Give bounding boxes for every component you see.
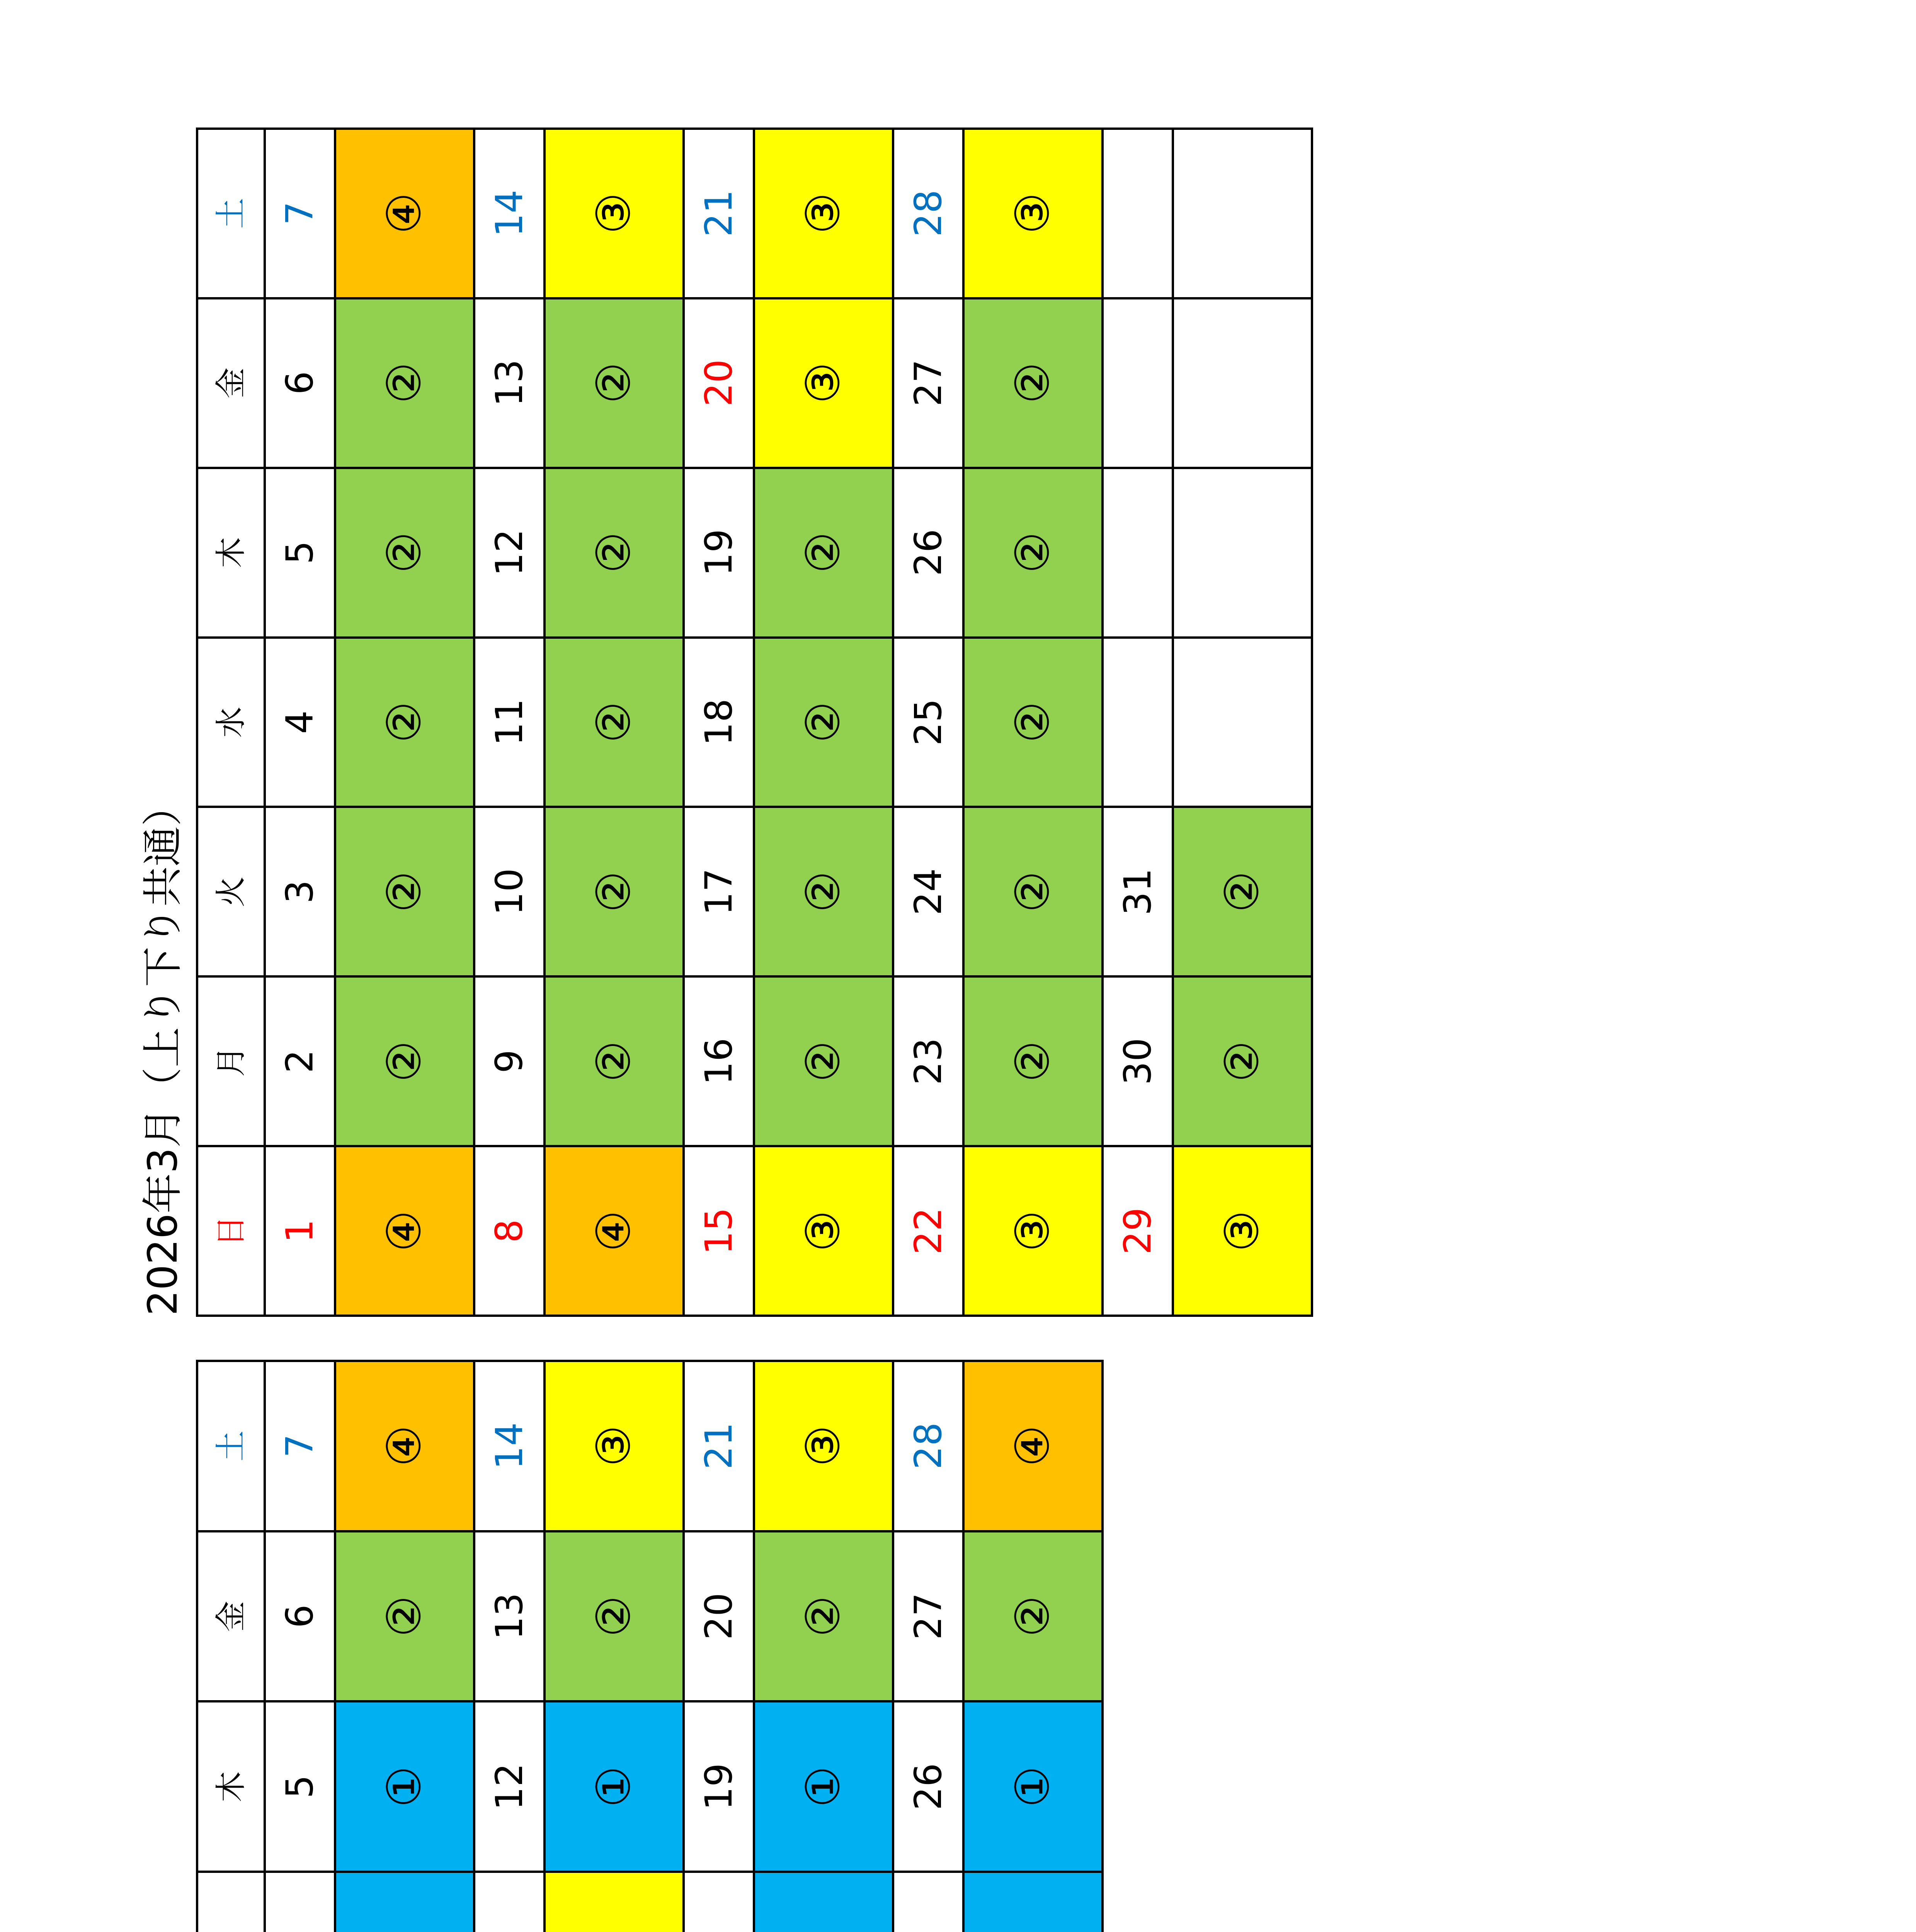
date-cell: [265, 468, 335, 638]
date-number: 17: [697, 868, 740, 915]
weekday-label: 金: [213, 1601, 249, 1632]
date-number: 13: [488, 359, 531, 407]
category-mark: ①: [587, 1765, 641, 1808]
date-cell: [474, 1531, 545, 1702]
grid-line: [682, 1360, 685, 1932]
category-mark: ④: [377, 1425, 431, 1467]
category-cell: [754, 1146, 893, 1316]
category-cell: [545, 976, 684, 1146]
category-mark: ②: [587, 1040, 641, 1082]
weekday-label: 日: [213, 1215, 249, 1247]
category-mark: ③: [587, 1425, 641, 1467]
category-mark: ②: [587, 532, 641, 573]
date-number: 10: [488, 868, 531, 915]
date-cell: [893, 807, 963, 976]
date-number: 7: [278, 1434, 322, 1458]
category-mark: ③: [796, 1425, 850, 1467]
category-mark: ②: [1006, 362, 1060, 404]
weekday-header: [197, 298, 265, 468]
weekday-header: [197, 468, 265, 638]
date-cell: [474, 807, 545, 976]
category-mark: ②: [1006, 871, 1060, 913]
date-number: 30: [1116, 1037, 1159, 1085]
category-mark: ②: [377, 532, 431, 573]
category-cell: [754, 1701, 893, 1872]
category-mark: ②: [377, 1595, 431, 1637]
weekday-label: 土: [213, 1430, 249, 1462]
grid-line: [196, 128, 198, 1317]
date-cell: [684, 976, 754, 1146]
category-cell: [963, 1701, 1103, 1872]
grid-line: [473, 1360, 475, 1932]
category-cell: [545, 1872, 684, 1932]
category-cell: [754, 468, 893, 638]
date-number: 6: [278, 371, 322, 395]
date-number: 29: [1116, 1207, 1159, 1255]
date-cell: [265, 1701, 335, 1872]
grid-line: [264, 128, 266, 1317]
category-mark: ②: [1006, 532, 1060, 573]
category-cell: [545, 1146, 684, 1316]
category-cell: [754, 807, 893, 976]
date-cell: [474, 129, 545, 298]
category-cell: [335, 1146, 474, 1316]
category-mark: ③: [587, 192, 641, 235]
grid-line: [1172, 128, 1174, 1317]
category-cell: [1173, 638, 1312, 807]
category-mark: ②: [377, 701, 431, 743]
date-cell: [893, 1361, 963, 1531]
grid-line: [196, 1530, 1104, 1532]
category-cell: [335, 468, 474, 638]
date-number: 21: [697, 1422, 740, 1470]
date-cell: [893, 638, 963, 807]
weekday-label: 火: [213, 876, 249, 907]
category-mark: ④: [377, 1210, 431, 1252]
weekday-label: 月: [213, 1046, 249, 1077]
date-number: 9: [487, 1049, 531, 1073]
category-mark: ③: [1006, 1210, 1060, 1252]
category-cell: [545, 1701, 684, 1872]
grid-line: [543, 1360, 546, 1932]
date-cell: [684, 468, 754, 638]
weekday-label: 金: [213, 367, 249, 399]
category-mark: ①: [1006, 1765, 1060, 1808]
calendar-title: 2026年3月（上り下り共通）: [139, 786, 186, 1316]
date-cell: [265, 1146, 335, 1316]
date-cell: [684, 1531, 754, 1702]
category-mark: ②: [796, 701, 850, 743]
date-cell: [1103, 807, 1173, 976]
date-cell: [474, 1701, 545, 1872]
date-number: 12: [488, 529, 531, 577]
date-cell: [684, 129, 754, 298]
date-number: 26: [907, 1763, 950, 1810]
date-cell: [684, 638, 754, 807]
date-cell: [265, 638, 335, 807]
date-cell: [1103, 468, 1173, 638]
date-cell: [684, 807, 754, 976]
grid-line: [196, 1700, 1104, 1702]
category-cell: [545, 1361, 684, 1531]
category-cell: [335, 976, 474, 1146]
date-number: 18: [697, 698, 740, 746]
grid-line: [753, 1360, 755, 1932]
date-cell: [1103, 1146, 1173, 1316]
category-mark: ②: [1006, 701, 1060, 743]
category-cell: [754, 1361, 893, 1531]
date-cell: [893, 1701, 963, 1872]
category-mark: ②: [796, 532, 850, 573]
date-number: 15: [697, 1207, 740, 1255]
category-cell: [335, 298, 474, 468]
date-number: 23: [907, 1037, 950, 1085]
date-number: 21: [697, 190, 740, 237]
category-cell: [545, 638, 684, 807]
date-number: 22: [907, 1207, 950, 1255]
date-cell: [265, 807, 335, 976]
date-number: 13: [488, 1592, 531, 1640]
category-cell: [963, 976, 1103, 1146]
category-cell: [963, 1531, 1103, 1702]
category-mark: ②: [587, 871, 641, 913]
date-number: 26: [907, 529, 950, 577]
grid-line: [196, 1360, 198, 1932]
grid-line: [1101, 1360, 1104, 1932]
date-number: 31: [1116, 868, 1159, 915]
category-mark: ②: [1215, 871, 1269, 913]
category-cell: [754, 1872, 893, 1932]
category-cell: [963, 1361, 1103, 1531]
date-number: 6: [278, 1604, 322, 1628]
category-mark: ②: [587, 362, 641, 404]
date-number: 20: [697, 1592, 740, 1640]
date-cell: [474, 468, 545, 638]
date-cell: [474, 638, 545, 807]
category-cell: [963, 638, 1103, 807]
category-cell: [335, 807, 474, 976]
date-cell: [893, 468, 963, 638]
grid-line: [1311, 128, 1313, 1317]
category-mark: ④: [377, 192, 431, 235]
grid-line: [264, 1360, 266, 1932]
date-number: 19: [697, 529, 740, 577]
grid-line: [892, 128, 894, 1317]
category-mark: ③: [1215, 1210, 1269, 1252]
category-cell: [963, 807, 1103, 976]
category-cell: [545, 468, 684, 638]
category-cell: [754, 638, 893, 807]
date-number: 12: [488, 1763, 531, 1810]
grid-line: [753, 128, 755, 1317]
date-number: 28: [907, 1422, 950, 1470]
category-mark: ③: [1006, 192, 1060, 235]
category-cell: [1173, 298, 1312, 468]
date-cell: [265, 1872, 335, 1932]
weekday-header: [197, 129, 265, 298]
grid-line: [1101, 128, 1104, 1317]
grid-line: [196, 1871, 1104, 1873]
date-cell: [893, 129, 963, 298]
date-cell: [474, 1872, 545, 1932]
category-cell: [545, 129, 684, 298]
date-cell: [1103, 298, 1173, 468]
date-cell: [684, 1361, 754, 1531]
grid-line: [334, 128, 336, 1317]
date-cell: [893, 976, 963, 1146]
category-mark: ④: [587, 1210, 641, 1252]
category-cell: [754, 1531, 893, 1702]
category-cell: [963, 1872, 1103, 1932]
category-cell: [1173, 468, 1312, 638]
grid-line: [473, 128, 475, 1317]
date-cell: [265, 1531, 335, 1702]
weekday-header: [197, 1531, 265, 1702]
weekday-header: [197, 638, 265, 807]
date-cell: [684, 1701, 754, 1872]
date-cell: [684, 1872, 754, 1932]
category-mark: ②: [587, 1595, 641, 1637]
date-cell: [1103, 976, 1173, 1146]
category-cell: [963, 298, 1103, 468]
category-cell: [1173, 129, 1312, 298]
category-mark: ②: [1006, 1595, 1060, 1637]
grid-line: [962, 128, 965, 1317]
category-cell: [335, 638, 474, 807]
weekday-label: 木: [213, 1771, 249, 1802]
category-cell: [335, 1872, 474, 1932]
category-cell: [963, 1146, 1103, 1316]
category-mark: ④: [1006, 1425, 1060, 1467]
grid-line: [892, 1360, 894, 1932]
grid-line: [196, 1360, 1104, 1362]
category-mark: ②: [796, 1040, 850, 1082]
category-cell: [335, 1361, 474, 1531]
date-number: 7: [278, 201, 322, 225]
weekday-header: [197, 1701, 265, 1872]
category-cell: [963, 468, 1103, 638]
grid-line: [682, 128, 685, 1317]
date-cell: [893, 298, 963, 468]
weekday-header: [197, 1361, 265, 1531]
date-cell: [265, 1361, 335, 1531]
category-mark: ②: [587, 701, 641, 743]
category-mark: ②: [796, 1595, 850, 1637]
date-cell: [684, 1146, 754, 1316]
grid-line: [962, 1360, 965, 1932]
date-number: 11: [488, 698, 531, 746]
date-number: 14: [488, 1422, 531, 1470]
category-cell: [1173, 1146, 1312, 1316]
date-number: 8: [487, 1219, 531, 1243]
category-cell: [754, 298, 893, 468]
date-number: 2: [278, 1049, 322, 1073]
category-cell: [545, 1531, 684, 1702]
date-number: 27: [907, 359, 950, 407]
date-number: 3: [278, 880, 322, 904]
date-number: 27: [907, 1592, 950, 1640]
category-cell: [754, 129, 893, 298]
date-number: 24: [907, 868, 950, 915]
date-number: 5: [278, 1775, 322, 1799]
date-cell: [474, 1146, 545, 1316]
date-number: 19: [697, 1763, 740, 1810]
weekday-label: 土: [213, 198, 249, 229]
grid-line: [543, 128, 546, 1317]
weekday-label: 水: [213, 706, 249, 738]
category-mark: ③: [796, 192, 850, 235]
category-cell: [335, 1531, 474, 1702]
date-number: 20: [697, 359, 740, 407]
grid-line: [334, 1360, 336, 1932]
date-number: 25: [907, 698, 950, 746]
date-number: 14: [488, 190, 531, 237]
category-mark: ③: [796, 1210, 850, 1252]
category-cell: [1173, 807, 1312, 976]
category-cell: [335, 129, 474, 298]
date-cell: [265, 129, 335, 298]
category-mark: ①: [377, 1765, 431, 1808]
weekday-label: 木: [213, 537, 249, 568]
date-cell: [1103, 638, 1173, 807]
category-mark: ②: [377, 871, 431, 913]
category-cell: [545, 807, 684, 976]
date-cell: [474, 1361, 545, 1531]
date-number: 1: [278, 1219, 322, 1243]
date-cell: [684, 298, 754, 468]
date-cell: [265, 976, 335, 1146]
weekday-header: [197, 976, 265, 1146]
category-cell: [1173, 976, 1312, 1146]
date-number: 4: [278, 710, 322, 734]
category-mark: ③: [796, 362, 850, 404]
category-mark: ②: [796, 871, 850, 913]
weekday-header: [197, 1146, 265, 1316]
category-cell: [754, 976, 893, 1146]
date-number: 28: [907, 190, 950, 237]
date-cell: [893, 1872, 963, 1932]
category-cell: [545, 298, 684, 468]
date-cell: [474, 976, 545, 1146]
date-cell: [1103, 129, 1173, 298]
weekday-header: [197, 807, 265, 976]
category-mark: ②: [377, 1040, 431, 1082]
category-mark: ②: [1006, 1040, 1060, 1082]
date-cell: [474, 298, 545, 468]
category-mark: ①: [796, 1765, 850, 1808]
date-cell: [893, 1146, 963, 1316]
date-cell: [265, 298, 335, 468]
weekday-header: [197, 1872, 265, 1932]
category-cell: [335, 1701, 474, 1872]
category-mark: ②: [1215, 1040, 1269, 1082]
category-mark: ②: [377, 362, 431, 404]
date-cell: [893, 1531, 963, 1702]
date-number: 16: [697, 1037, 740, 1085]
category-cell: [963, 129, 1103, 298]
date-number: 5: [278, 541, 322, 565]
